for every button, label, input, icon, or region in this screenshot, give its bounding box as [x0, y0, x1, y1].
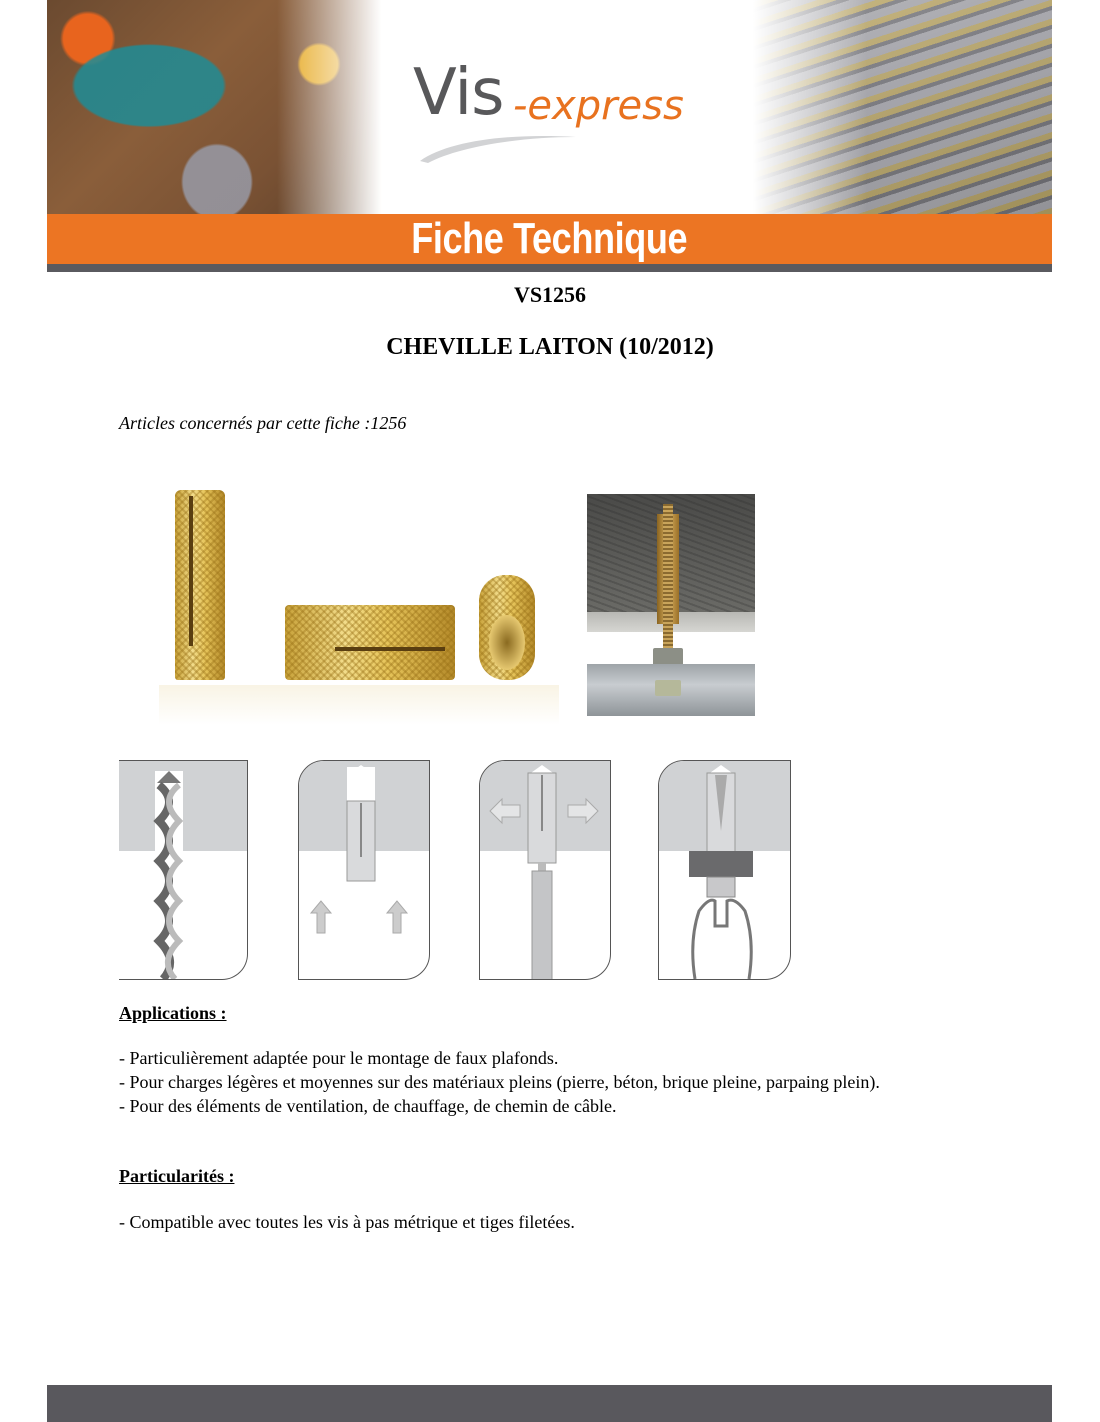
- step-3-expand-anchor: [479, 760, 611, 980]
- reflection: [159, 685, 559, 725]
- installed-anchor-ceiling-photo: [587, 494, 755, 716]
- drill-bit-icon: [119, 761, 247, 979]
- step-2-insert-anchor: [298, 760, 430, 980]
- anchor-insert-icon: [299, 761, 429, 979]
- application-item: - Pour des éléments de ventilation, de chauffage, de chemin de câble.: [119, 1096, 617, 1116]
- step-1-drill: [119, 760, 248, 980]
- anchor-end-view: [479, 575, 535, 680]
- anchor-lying: [285, 605, 455, 680]
- step-4-tighten-nut: [658, 760, 791, 980]
- logo-suffix: -express: [513, 83, 684, 129]
- logo-swoosh-icon: [418, 133, 578, 163]
- application-item: - Pour charges légères et moyennes sur des matériaux pleins (pierre, béton, brique pleine, parpaing plein).: [119, 1072, 880, 1092]
- fiche-technique-banner: [47, 214, 1052, 264]
- brass-anchor-products-photo: [119, 485, 559, 735]
- product-title: CHEVILLE LAITON (10/2012): [386, 334, 714, 360]
- banner-underline: [47, 264, 1052, 272]
- applications-heading: Applications :: [119, 1003, 227, 1023]
- banner-title: Fiche Technique: [411, 214, 688, 263]
- particularite-item: - Compatible avec toutes les vis à pas métrique et tiges filetées.: [119, 1212, 575, 1232]
- logo-brand: Vis: [413, 56, 504, 130]
- articles-line: Articles concernés par cette fiche :1256: [119, 413, 407, 433]
- photo-fade: [277, 0, 387, 214]
- photo-fade: [747, 0, 867, 214]
- application-item: - Particulièrement adaptée pour le montage de faux plafonds.: [119, 1048, 559, 1068]
- footer-bar: [47, 1385, 1052, 1422]
- anchor-expand-icon: [480, 761, 610, 979]
- nut-lower: [655, 680, 681, 696]
- vis-express-logo: [413, 58, 713, 168]
- particularites-heading: Particularités :: [119, 1166, 235, 1186]
- anchor-standing: [175, 490, 225, 680]
- wrench-tighten-icon: [659, 761, 790, 979]
- reference-code: VS1256: [513, 282, 587, 307]
